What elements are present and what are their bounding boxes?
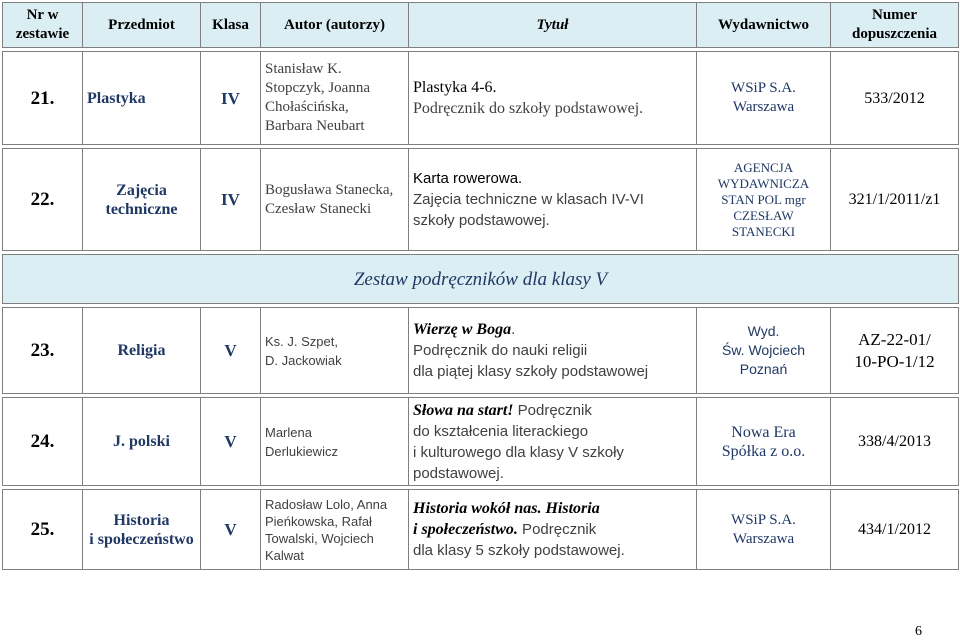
publisher-line: Warszawa bbox=[732, 99, 795, 115]
row-klasa: IV bbox=[201, 149, 261, 251]
author-line: Bogusława Stanecka, bbox=[265, 181, 394, 198]
title-emphasis: Historia wokół nas. Historia bbox=[413, 500, 600, 517]
table-row bbox=[3, 308, 959, 394]
title-suffix: Podręcznik bbox=[513, 401, 592, 419]
author-line: D. Jackowiak bbox=[265, 352, 342, 368]
number-line: AZ-22-01/ bbox=[858, 329, 931, 349]
header-wydawnictwo: Wydawnictwo bbox=[697, 3, 831, 48]
row-wydawnictwo bbox=[697, 308, 831, 394]
author-line: Stanisław K. bbox=[265, 61, 342, 77]
row-numer: 533/2012 bbox=[831, 52, 959, 145]
title-line: dla klasy 5 szkoły podstawowej. bbox=[413, 542, 625, 559]
row-wydawnictwo bbox=[697, 490, 831, 570]
publisher-line: WYDAWNICZA bbox=[717, 175, 810, 191]
author-line: Chołaścińska, bbox=[265, 99, 349, 115]
row-tytul bbox=[409, 308, 697, 394]
row-nr: 25. bbox=[3, 490, 83, 570]
title-suffix: . bbox=[511, 321, 516, 338]
title-emphasis: Wierzę w Boga bbox=[413, 321, 512, 338]
number-line: 434/1/2012 bbox=[858, 521, 931, 538]
subject-line: i społeczeństwo bbox=[89, 530, 194, 548]
textbook-table bbox=[2, 2, 959, 570]
page-number: 6 bbox=[915, 624, 922, 639]
band-title: Zestaw podręczników dla klasy V bbox=[3, 255, 959, 304]
row-numer: 321/1/2011/z1 bbox=[831, 149, 959, 251]
author-line: Radosław Lolo, Anna bbox=[265, 496, 388, 512]
title-line: Plastyka 4-6. bbox=[413, 79, 497, 96]
author-line: Czesław Stanecki bbox=[265, 200, 372, 217]
subject-line: techniczne bbox=[105, 200, 178, 218]
row-przedmiot bbox=[83, 398, 201, 486]
publisher-line: Nowa Era bbox=[731, 423, 796, 441]
number-line: 10-PO-1/12 bbox=[854, 351, 935, 371]
publisher-line: WSiP S.A. bbox=[731, 511, 796, 528]
title-line: podstawowej. bbox=[413, 464, 504, 482]
title-emphasis: i społeczeństwo. bbox=[413, 521, 518, 538]
row-przedmiot bbox=[83, 490, 201, 570]
row-klasa: V bbox=[201, 490, 261, 570]
publisher-line: Spółka z o.o. bbox=[721, 442, 806, 460]
header-numer: Numer dopuszczenia bbox=[831, 3, 959, 48]
row-tytul bbox=[409, 52, 697, 145]
subject-line: Zajęcia bbox=[116, 181, 167, 199]
header-autor: Autor (autorzy) bbox=[261, 3, 409, 48]
row-tytul bbox=[409, 149, 697, 251]
subject-line: Historia bbox=[113, 511, 170, 529]
row-nr: 23. bbox=[3, 308, 83, 394]
row-przedmiot bbox=[83, 149, 201, 251]
title-suffix: Podręcznik bbox=[517, 521, 597, 538]
publisher-line: Św. Wojciech bbox=[722, 342, 805, 358]
row-autor bbox=[261, 149, 409, 251]
header-nr: Nr w zestawie bbox=[3, 3, 83, 48]
author-line: Barbara Neubart bbox=[265, 118, 365, 134]
publisher-line: Warszawa bbox=[732, 530, 795, 547]
row-nr: 24. bbox=[3, 398, 83, 486]
row-autor bbox=[261, 52, 409, 145]
number-line: 338/4/2013 bbox=[858, 433, 931, 450]
row-wydawnictwo bbox=[697, 52, 831, 145]
table-row bbox=[3, 398, 959, 486]
title-line: i kulturowego dla klasy V szkoły bbox=[413, 443, 624, 461]
publisher-line: Wyd. bbox=[747, 323, 780, 339]
title-line: Podręcznik do szkoły podstawowej. bbox=[413, 100, 644, 117]
table-header bbox=[3, 3, 959, 48]
subject-line: J. polski bbox=[113, 433, 170, 450]
row-przedmiot bbox=[83, 52, 201, 145]
title-emphasis: Słowa na start! bbox=[413, 401, 514, 419]
table-row bbox=[3, 149, 959, 251]
publisher-line: AGENCJA bbox=[733, 159, 794, 175]
author-line: Ks. J. Szpet, bbox=[265, 333, 338, 349]
title-line: Karta rowerowa. bbox=[413, 170, 523, 187]
author-line: Pieńkowska, Rafał bbox=[265, 513, 372, 529]
row-autor bbox=[261, 308, 409, 394]
table-row bbox=[3, 52, 959, 145]
row-autor bbox=[261, 490, 409, 570]
row-klasa: V bbox=[201, 398, 261, 486]
author-line: Derlukiewicz bbox=[265, 443, 338, 459]
row-klasa: V bbox=[201, 308, 261, 394]
author-line: Towalski, Wojciech bbox=[265, 530, 374, 546]
publisher-line: CZESŁAW bbox=[733, 207, 794, 223]
subject-line: Plastyka bbox=[87, 89, 146, 107]
row-autor bbox=[261, 398, 409, 486]
row-przedmiot bbox=[83, 308, 201, 394]
row-wydawnictwo bbox=[697, 149, 831, 251]
publisher-line: STAN POL mgr bbox=[721, 191, 806, 207]
row-numer bbox=[831, 308, 959, 394]
header-klasa: Klasa bbox=[201, 3, 261, 48]
header-tytul: Tytuł bbox=[409, 3, 697, 48]
header-przedmiot: Przedmiot bbox=[83, 3, 201, 48]
author-line: Stopczyk, Joanna bbox=[265, 80, 370, 96]
title-line: do kształcenia literackiego bbox=[413, 422, 589, 440]
publisher-line: WSiP S.A. bbox=[731, 80, 796, 96]
author-line: Marlena bbox=[265, 424, 312, 440]
title-line: Zajęcia techniczne w klasach IV-VI bbox=[413, 191, 644, 208]
row-numer bbox=[831, 398, 959, 486]
title-line: szkoły podstawowej. bbox=[413, 212, 550, 229]
row-klasa: IV bbox=[201, 52, 261, 145]
class-band bbox=[3, 255, 959, 304]
table-row bbox=[3, 490, 959, 570]
row-nr: 22. bbox=[3, 149, 83, 251]
title-line: dla piątej klasy szkoły podstawowej bbox=[413, 363, 649, 380]
row-nr: 21. bbox=[3, 52, 83, 145]
author-line: Kalwat bbox=[265, 547, 305, 563]
title-line: Podręcznik do nauki religii bbox=[413, 342, 588, 359]
publisher-line: STANECKI bbox=[731, 223, 796, 239]
publisher-line: Poznań bbox=[739, 361, 788, 377]
row-numer bbox=[831, 490, 959, 570]
row-wydawnictwo bbox=[697, 398, 831, 486]
row-tytul bbox=[409, 490, 697, 570]
subject-line: Religia bbox=[117, 342, 166, 359]
row-tytul bbox=[409, 398, 697, 486]
